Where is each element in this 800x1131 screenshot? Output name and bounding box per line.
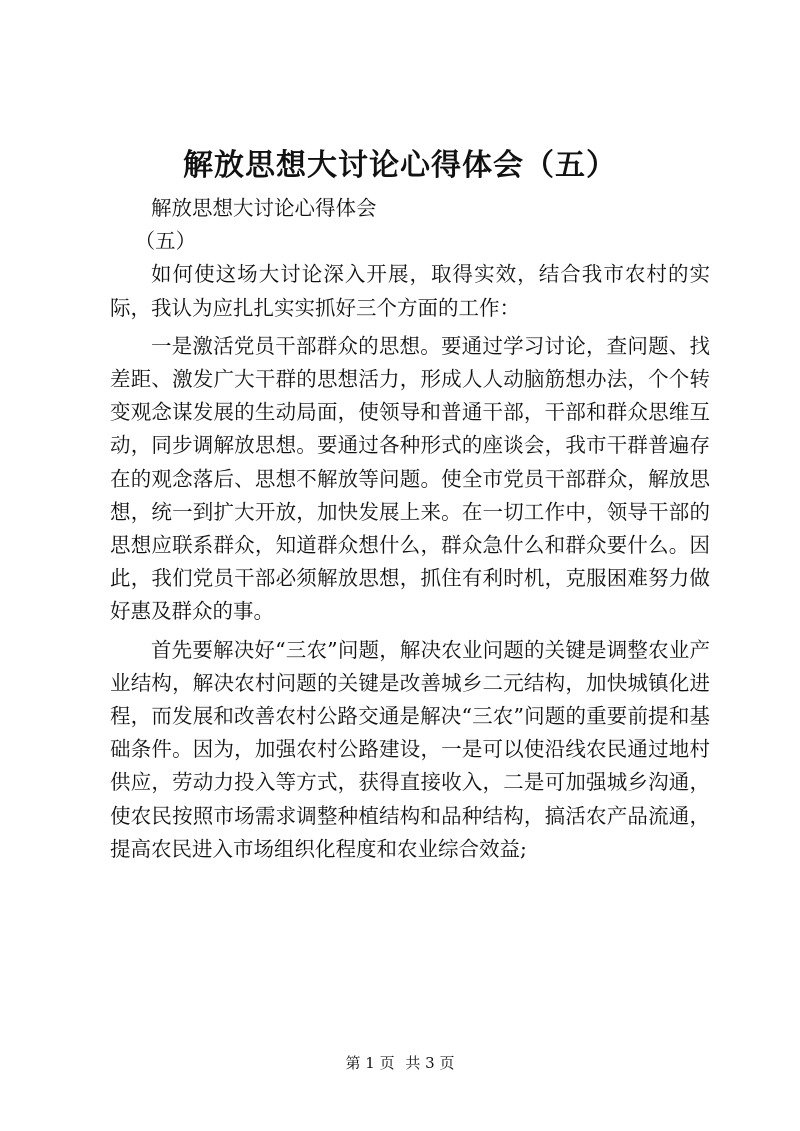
page-footer [0, 1052, 800, 1073]
paragraph-2: 一是激活党员干部群众的思想。要通过学习讨论，查问题、找差距、激发广大干群的思想活力，形成人人动脑筋想办法，个个转变观念谋发展的生动局面，使领导和普通干部，干部和群众思维互动，同步调解放思想。要通过各种形式的座谈会，我市干群普遍存在的观念落后、思想不解放等问题。使全市党员干部群众，解放思想，统一到扩大开放，加快发展上来。在一切工作中，领导干部的思想应联系群众，知道群众想什么，群众急什么和群众要什么。因此，我们党员干部必须解放思想，抓住有利时机，克服困难努力做好惠及群众的事。 [110, 333, 710, 624]
page-total: 共 3 页 [405, 1054, 455, 1072]
page-title: 解放思想大讨论心得体会（五） [183, 148, 617, 183]
paragraph-3: 首先要解决好“三农”问题，解决农业问题的关键是调整农业产业结构，解决农村问题的关键是改善城乡二元结构，加快城镇化进程，而发展和改善农村公路交通是解决“三农”问题的重要前提和基础条件。因为，加强农村公路建设，一是可以使沿线农民通过地村供应，劳动力投入等方式，获得直接收入，二是可加强城乡沟通，使农民按照市场需求调整种植结构和品种结构，搞活农产品流通，提高农民进入市场组织化程度和农业综合效益; [110, 637, 710, 861]
document-body [110, 192, 710, 871]
subtitle: 解放思想大讨论心得体会 [151, 196, 377, 220]
page-number: 第 1 页 [345, 1054, 395, 1072]
paragraph-1: 如何使这场大讨论深入开展，取得实效，结合我市农村的实际，我认为应扎扎实实抓好三个方面的工作： [110, 262, 710, 320]
subtitle-index: （五） [134, 229, 197, 254]
